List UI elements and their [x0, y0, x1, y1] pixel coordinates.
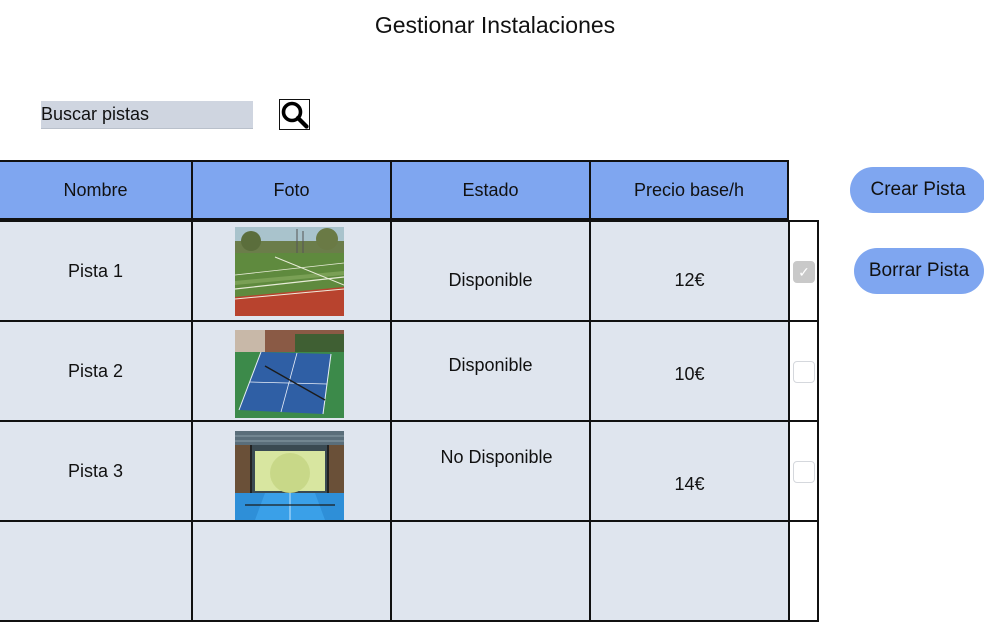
page-title: Gestionar Instalaciones: [374, 12, 616, 38]
status-text: No Disponible: [440, 447, 553, 467]
cell-foto: [191, 220, 392, 322]
price-text: 12€: [674, 270, 705, 290]
cell-select: [789, 520, 819, 622]
cell-nombre: [0, 320, 193, 422]
cell-nombre: [0, 520, 193, 622]
tennis-court-blue-photo: [235, 330, 344, 418]
header-precio: Precio base/h: [589, 160, 789, 220]
price-text: 14€: [674, 474, 705, 494]
header-foto: Foto: [191, 160, 392, 220]
cell-foto: [191, 420, 392, 522]
header-estado: Estado: [390, 160, 591, 220]
cell-select: [789, 420, 819, 522]
tennis-court-clay-photo: [235, 227, 344, 316]
pista-name: Pista 2: [67, 361, 124, 381]
cell-precio: [589, 520, 790, 622]
cell-nombre: [0, 420, 193, 522]
status-text: Disponible: [448, 270, 533, 290]
cell-precio: [589, 320, 790, 422]
cell-foto: [191, 520, 392, 622]
search-icon: [280, 100, 309, 129]
cell-estado: [390, 520, 591, 622]
row-checkbox[interactable]: ✓: [793, 261, 815, 283]
cell-estado: [390, 420, 591, 522]
status-text: Disponible: [448, 355, 533, 375]
row-checkbox[interactable]: [793, 361, 815, 383]
delete-pista-button[interactable]: Borrar Pista: [854, 248, 984, 294]
cell-select: [789, 220, 819, 322]
row-checkbox[interactable]: [793, 461, 815, 483]
header-nombre: Nombre: [0, 160, 193, 220]
pista-name: Pista 1: [67, 261, 124, 281]
cell-estado: [390, 220, 591, 322]
cell-select: [789, 320, 819, 422]
cell-nombre: [0, 220, 193, 322]
cell-precio: [589, 220, 790, 322]
cell-estado: [390, 320, 591, 422]
cell-foto: [191, 320, 392, 422]
search-input[interactable]: [41, 101, 253, 129]
price-text: 10€: [674, 364, 705, 384]
search-button[interactable]: [279, 99, 310, 130]
create-pista-button[interactable]: Crear Pista: [850, 167, 984, 213]
pista-name: Pista 3: [67, 461, 124, 481]
cell-precio: [589, 420, 790, 522]
padel-court-covered-photo: [235, 431, 344, 520]
